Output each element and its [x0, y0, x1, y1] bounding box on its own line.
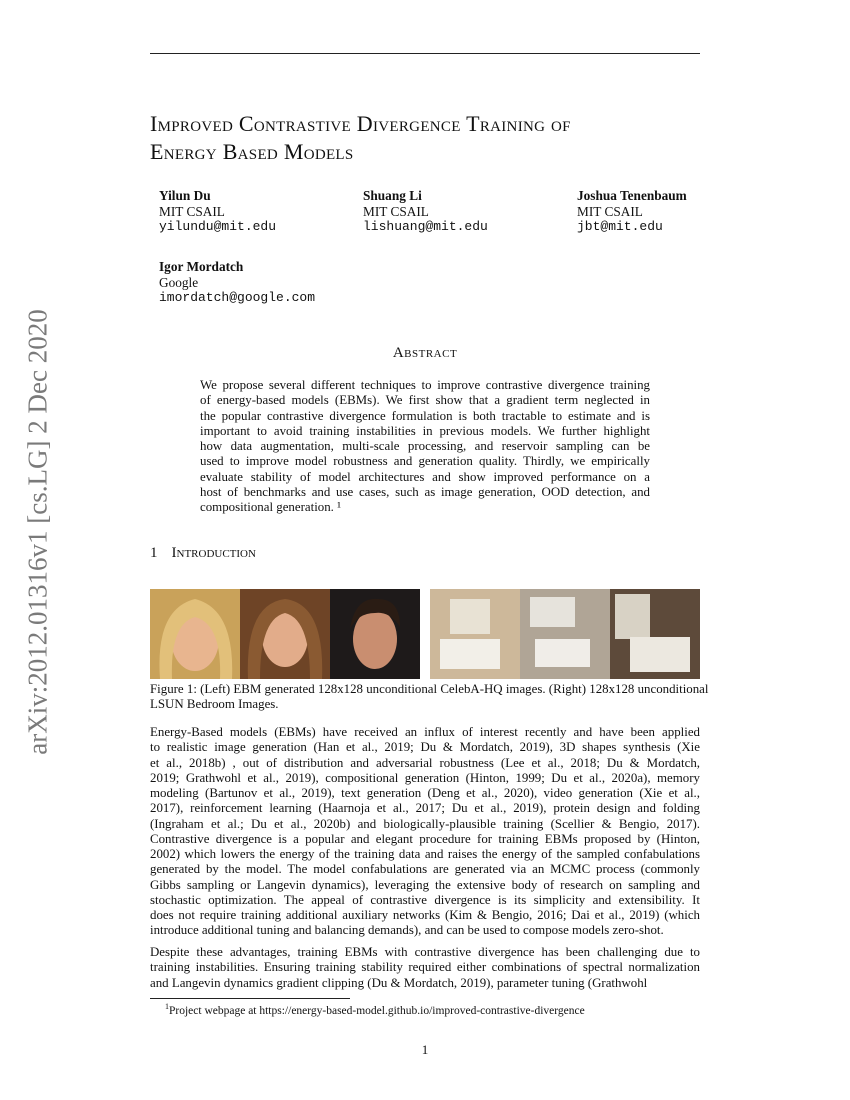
text-line: LSUN Bedroom Images. — [150, 697, 279, 712]
footnote-text[interactable]: Project webpage at https://energy-based-model.github.io/improved-contrastive-divergence — [169, 1004, 585, 1017]
text-line: Figure 1: (Left) EBM generated 128x128 unconditional CelebA-HQ images. (Right) 128x128 unconditional — [150, 682, 709, 696]
text-line: modeling (Bartunov et al., 2019), text generation (Deng et al., 2020), video generation (Xie et al., — [150, 786, 700, 800]
author-email[interactable]: lishuang@mit.edu — [363, 219, 488, 234]
title-line: Improved Contrastive Divergence Training of — [150, 111, 571, 136]
text-line: used to improve model robustness and generation quality. Thirdly, we empirically — [200, 454, 650, 469]
top-rule — [150, 53, 700, 54]
text-line: Despite these advantages, training EBMs with contrastive divergence has been challenging due to — [150, 945, 700, 959]
section-number: 1 — [150, 545, 158, 561]
text-line: the popular contrastive divergence formulation is both tractable to estimate and is — [200, 408, 650, 423]
footnote-rule — [150, 998, 350, 999]
text-line: of energy-based models (EBMs). We first show that a gradient term neglected in — [200, 393, 650, 408]
paragraph-1 — [150, 725, 700, 939]
abstract-heading: Abstract — [392, 345, 458, 361]
text-line: 2017), reinforcement learning (Haarnoja et al., 2017; Du et al., 2019), protein design and folding — [150, 801, 700, 816]
author-block — [159, 188, 276, 235]
author-block — [159, 259, 315, 306]
text-line: and Langevin dynamics gradient clipping (Du & Mordatch, 2019), parameter tuning (Grathwohl — [150, 975, 648, 990]
paper-title — [150, 110, 710, 166]
text-line: generated by the model. The model confabulations are generated via an MCMC process (commonly — [150, 862, 700, 877]
celeba-faces-image — [150, 589, 420, 679]
text-line: to realistic image generation (Han et al., 2019; Du & Mordatch, 2019), 3D shapes synthesis (Xie — [150, 740, 700, 755]
author-name: Igor Mordatch — [159, 259, 244, 274]
abstract-body — [200, 378, 650, 515]
section-title: Introduction — [171, 545, 256, 561]
text-line: Contrastive divergence is a popular and elegant procedure for training EBMs proposed by (Hinton, — [150, 831, 700, 846]
text-line: important to avoid training instabilities in previous models. We further highlight — [200, 423, 650, 438]
title-line: Energy Based Models — [150, 139, 354, 164]
text-line: does not require training additional auxiliary networks (Kim & Bengio, 2016; Dai et al., 2019) (which — [150, 908, 700, 922]
paragraph-2 — [150, 945, 700, 991]
page-number: 1 — [421, 1042, 429, 1057]
arxiv-stamp: arXiv:2012.01316v1 [cs.LG] 2 Dec 2020 — [22, 309, 53, 755]
author-email[interactable]: jbt@mit.edu — [577, 219, 663, 234]
author-name: Shuang Li — [363, 188, 422, 203]
text-line: host of benchmarks and use cases, such as image generation, OOD detection, and — [200, 484, 650, 499]
footnote-mark: 1 — [165, 1002, 169, 1011]
text-line: 2002) which lowers the energy of the training data and raises the energy of the sampled confabulations — [150, 847, 700, 861]
text-line: compositional generation. ¹ — [200, 500, 341, 514]
author-block — [577, 188, 687, 235]
figure-caption — [150, 682, 709, 713]
text-line: We propose several different techniques to improve contrastive divergence training — [200, 378, 650, 392]
figure-lsun-bedroom-samples — [430, 589, 700, 679]
author-affiliation: MIT CSAIL — [363, 203, 429, 219]
text-line: introduce additional tuning and balancing demands), and can be used to compose models zero-shot. — [150, 923, 664, 938]
text-line: (Ingraham et al.; Du et al., 2020b) and biologically-plausible training (Scellier & Bengio, 2017). — [150, 816, 700, 831]
author-block — [363, 188, 488, 235]
text-line: training instabilities. Ensuring training stability required either combinations of spectral normalization — [150, 960, 700, 975]
figure-celeba-samples — [150, 589, 420, 679]
text-line: evaluate stability of model architectures and show improved performance on a — [200, 469, 650, 484]
text-line: stochastic optimization. The appeal of contrastive divergence is its simplicity and extensibility. It — [150, 892, 700, 907]
author-affiliation: MIT CSAIL — [577, 203, 643, 219]
author-name: Yilun Du — [159, 188, 211, 203]
author-affiliation: Google — [159, 274, 199, 290]
author-name: Joshua Tenenbaum — [577, 188, 687, 203]
author-affiliation: MIT CSAIL — [159, 203, 225, 219]
author-email[interactable]: yilundu@mit.edu — [159, 219, 277, 234]
text-line: how data augmentation, multi-scale processing, and reservoir sampling can be — [200, 439, 650, 453]
text-line: 2019; Grathwohl et al., 2019), compositional generation (Hinton, 1999; Du et al., 2020a), memory — [150, 770, 700, 785]
section-heading — [150, 545, 256, 562]
text-line: Energy-Based models (EBMs) have received an influx of interest recently and have been applied — [150, 725, 700, 739]
author-email[interactable]: imordatch@google.com — [159, 290, 316, 305]
lsun-bedroom-image — [430, 589, 700, 679]
text-line: et al., 2018b) , out of distribution and adversarial robustness (Lee et al., 2018; Du & Mordatch, — [150, 755, 700, 770]
footnote — [165, 1002, 585, 1017]
text-line: Gibbs sampling or Langevin dynamics), leveraging the extensive body of research on sampling and — [150, 877, 700, 892]
